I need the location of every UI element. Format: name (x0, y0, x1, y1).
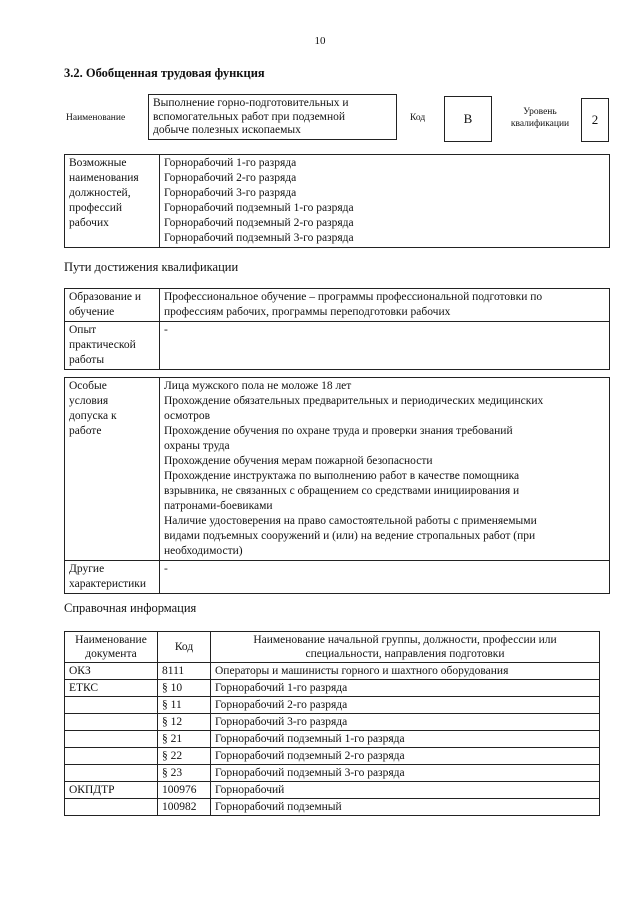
table-row (65, 680, 600, 697)
table-row (65, 731, 600, 748)
ref-code: 100982 (158, 799, 211, 816)
conditions-label-line: работе (69, 425, 102, 437)
page-number: 10 (314, 35, 326, 47)
position-item: Горнорабочий подземный 2-го разряда (164, 217, 354, 229)
table-row (65, 799, 600, 816)
position-item: Горнорабочий 2-го разряда (164, 172, 297, 184)
level-label-line: Уровень (523, 107, 557, 117)
positions-label-line: Возможные (69, 157, 127, 169)
ref-doc: ОКЗ (65, 663, 158, 680)
level-value: 2 (581, 98, 609, 142)
condition-line: Прохождение обучения по охране труда и проверки знания требований (164, 425, 513, 437)
conditions-value (160, 378, 610, 561)
ref-header-name-line: специальности, направления подготовки (305, 648, 505, 660)
other-value: - (160, 561, 610, 594)
section-title: 3.2. Обобщенная трудовая функция (64, 66, 265, 80)
conditions-table (64, 377, 610, 594)
positions-label (65, 155, 160, 248)
ref-name: Горнорабочий подземный 3-го разряда (211, 765, 600, 782)
condition-line: Наличие удостоверения на право самостоятельной работы с применяемыми (164, 515, 537, 527)
position-item: Горнорабочий подземный 1-го разряда (164, 202, 354, 214)
condition-line: патронами-боевиками (164, 500, 273, 512)
positions-table (64, 154, 610, 248)
level-label-line: квалификации (510, 119, 570, 129)
positions-list (160, 155, 610, 248)
reference-caption: Справочная информация (64, 601, 197, 615)
experience-label (65, 322, 160, 370)
other-label-line: Другие (69, 563, 105, 575)
experience-value: - (160, 322, 610, 370)
table-row (65, 697, 600, 714)
education-value-line: профессиям рабочих, программы переподготовки рабочих (164, 306, 451, 318)
ref-code: 8111 (158, 663, 211, 680)
function-name-box (148, 94, 397, 140)
reference-table (64, 631, 600, 816)
ref-code: § 23 (158, 765, 211, 782)
ref-doc (65, 748, 158, 765)
condition-line: охраны труда (164, 440, 230, 452)
education-label (65, 289, 160, 322)
ref-doc (65, 714, 158, 731)
ref-header-doc-line: Наименование (75, 634, 147, 646)
table-row (65, 714, 600, 731)
condition-line: Прохождение обязательных предварительных и периодических медицинских (164, 395, 544, 407)
ref-doc (65, 799, 158, 816)
table-row (65, 782, 600, 799)
code-value: В (444, 96, 492, 142)
positions-label-line: должностей, (69, 187, 131, 199)
position-item: Горнорабочий 3-го разряда (164, 187, 297, 199)
experience-label-line: работы (69, 354, 105, 366)
education-label-line: обучение (69, 306, 115, 318)
positions-label-line: рабочих (69, 217, 109, 229)
ref-doc (65, 731, 158, 748)
ref-name: Горнорабочий подземный (211, 799, 600, 816)
ref-code: § 11 (158, 697, 211, 714)
positions-label-line: профессий (69, 202, 123, 214)
condition-line: осмотров (164, 410, 211, 422)
conditions-label-line: допуска к (69, 410, 117, 422)
positions-label-line: наименования (69, 172, 139, 184)
condition-line: видами подъемных сооружений и (или) на ведение стропальных работ (при (164, 530, 536, 542)
ref-code: § 21 (158, 731, 211, 748)
position-item: Горнорабочий 1-го разряда (164, 157, 297, 169)
ref-code: 100976 (158, 782, 211, 799)
ref-doc (65, 765, 158, 782)
conditions-label (65, 378, 160, 561)
education-table (64, 288, 610, 370)
ref-name: Горнорабочий подземный 2-го разряда (211, 748, 600, 765)
name-label: Наименование (66, 113, 126, 123)
experience-label-line: Опыт (69, 324, 97, 336)
other-label (65, 561, 160, 594)
table-row (65, 663, 600, 680)
education-value (160, 289, 610, 322)
conditions-label-line: условия (69, 395, 109, 407)
function-name-line: добыче полезных ископаемых (153, 124, 301, 136)
table-row (65, 765, 600, 782)
ref-name: Горнорабочий 1-го разряда (211, 680, 600, 697)
paths-caption: Пути достижения квалификации (64, 260, 239, 274)
function-name-line: вспомогательных работ при подземной (153, 110, 346, 123)
ref-code: § 12 (158, 714, 211, 731)
level-label (505, 106, 575, 130)
ref-header-doc (65, 632, 158, 663)
condition-line: Прохождение инструктажа по выполнению работ в качестве помощника (164, 470, 520, 482)
education-value-line: Профессиональное обучение – программы профессиональной подготовки по (164, 291, 543, 303)
ref-code: § 10 (158, 680, 211, 697)
ref-header-name (211, 632, 600, 663)
ref-name: Горнорабочий 2-го разряда (211, 697, 600, 714)
condition-line: необходимости) (164, 545, 243, 557)
education-label-line: Образование и (69, 291, 142, 303)
ref-name: Горнорабочий подземный 1-го разряда (211, 731, 600, 748)
condition-line: Прохождение обучения мерам пожарной безопасности (164, 455, 433, 467)
conditions-label-line: Особые (69, 380, 107, 392)
function-name-line: Выполнение горно-подготовительных и (153, 97, 349, 109)
experience-label-line: практической (69, 339, 136, 351)
ref-header-code: Код (158, 632, 211, 663)
ref-doc: ЕТКС (65, 680, 158, 697)
other-label-line: характеристики (69, 578, 147, 590)
ref-name: Операторы и машинисты горного и шахтного оборудования (211, 663, 600, 680)
ref-name: Горнорабочий 3-го разряда (211, 714, 600, 731)
table-row (65, 748, 600, 765)
ref-header-name-line: Наименование начальной группы, должности, профессии или (253, 634, 557, 646)
ref-header-doc-line: документа (85, 648, 137, 660)
ref-doc (65, 697, 158, 714)
ref-code: § 22 (158, 748, 211, 765)
position-item: Горнорабочий подземный 3-го разряда (164, 232, 354, 244)
condition-line: взрывника, не связанных с обращением со средствами инициирования и (164, 485, 520, 497)
code-label: Код (410, 113, 426, 123)
condition-line: Лица мужского пола не моложе 18 лет (164, 380, 352, 392)
ref-doc: ОКПДТР (65, 782, 158, 799)
ref-name: Горнорабочий (211, 782, 600, 799)
